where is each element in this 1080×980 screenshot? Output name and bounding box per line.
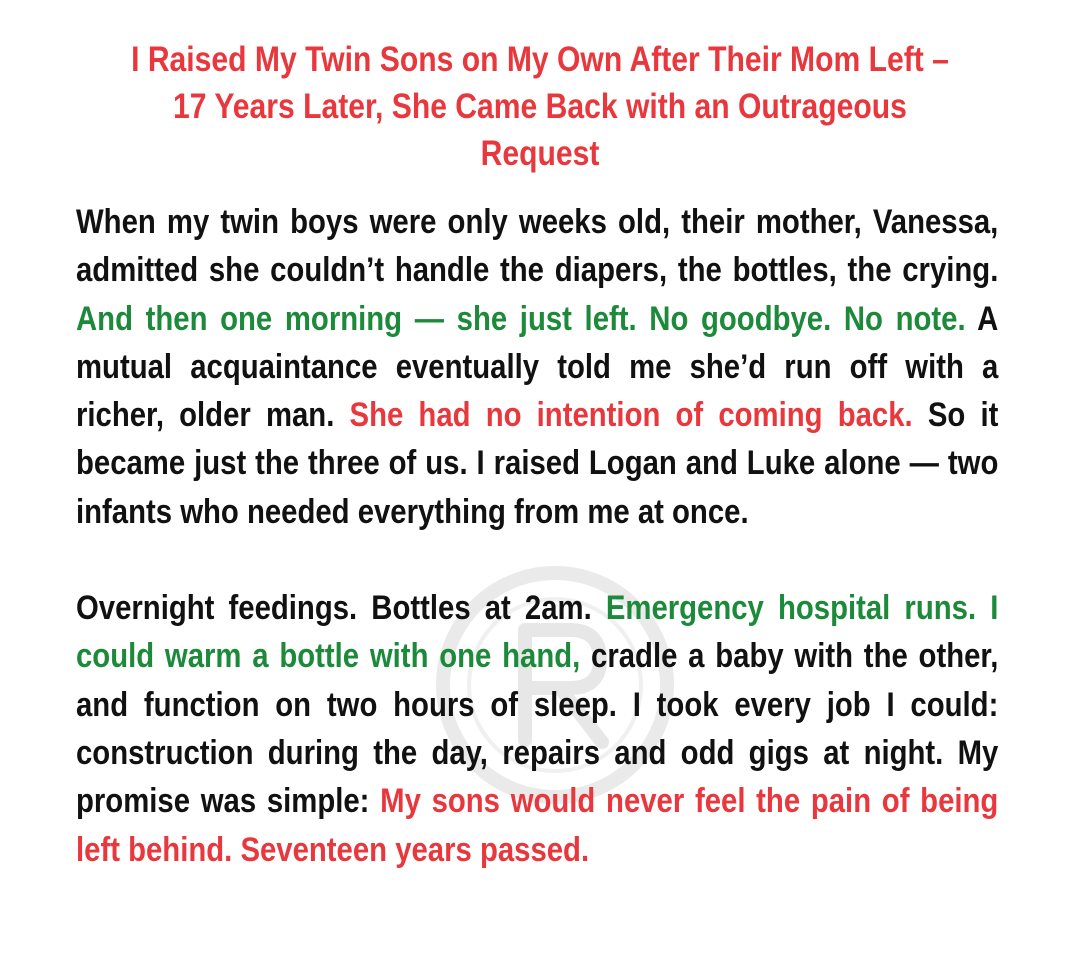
article-body <box>76 198 998 874</box>
paragraph-1-segment-3: A mutual acquaintance eventually told me she’d run off with a richer, older man. <box>76 299 999 435</box>
highlight-red-segment: She had no intention of coming back. <box>349 396 913 435</box>
article-title: I Raised My Twin Sons on My Own After Their Mom Left – 17 Years Later, She Came Back with an Outrageous Request <box>131 40 949 173</box>
paragraph-1-segment-1: When my twin boys were only weeks old, their mother, Vanessa, admitted she couldn’t handle the diapers, the bottles, the crying. <box>76 203 999 290</box>
paragraph-2-segment-3: cradle a baby with the other, and function on two hours of sleep. I took every job I could: construction during the day, repairs and odd gigs at night. My promise was simple: <box>76 637 999 821</box>
paragraph-1-segment-5: So it became just the three of us. I raised Logan and Luke alone — two infants who needed everything from me at once. <box>76 396 999 531</box>
paragraph-1 <box>76 198 998 536</box>
highlight-green-segment: Emergency hospital runs. I could warm a bottle with one hand, <box>76 589 999 676</box>
highlight-red-segment: My sons would never feel the pain of being left behind. Seventeen years passed. <box>76 782 999 869</box>
paragraph-2 <box>76 584 998 874</box>
highlight-green-segment: And then one morning — she just left. No goodbye. No note. <box>76 299 966 338</box>
paragraph-2-segment-1: Overnight feedings. Bottles at 2am. <box>76 589 606 628</box>
